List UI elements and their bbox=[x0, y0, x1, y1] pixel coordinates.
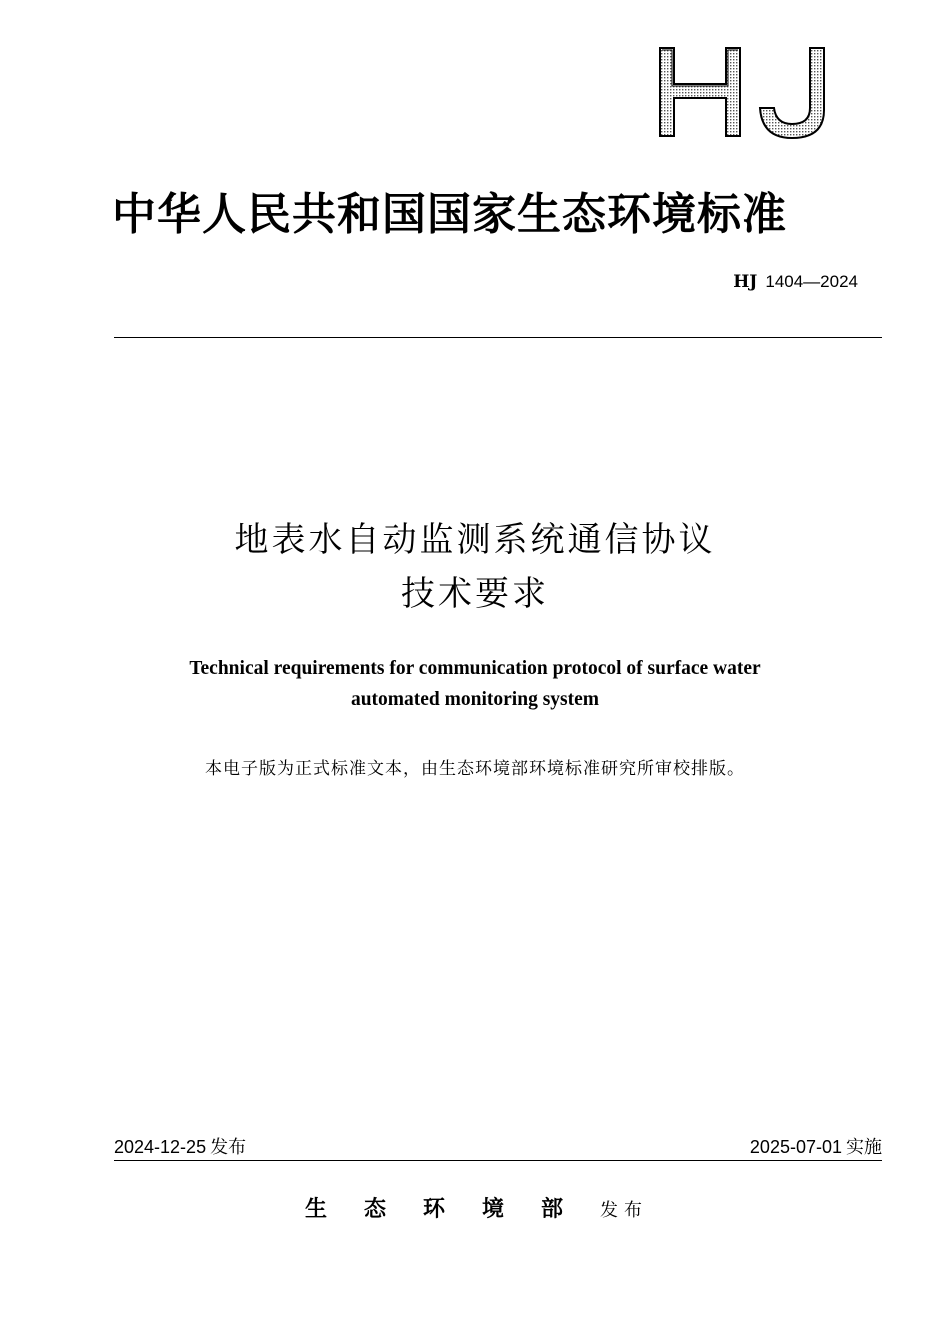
issue-date-value: 2024-12-25 bbox=[114, 1137, 207, 1157]
standard-number-value: 1404—2024 bbox=[765, 272, 858, 291]
effective-date-label: 实施 bbox=[846, 1137, 882, 1158]
hj-logo bbox=[652, 44, 832, 140]
title-cn-line2: 技术要求 bbox=[401, 574, 549, 614]
issue-date bbox=[114, 1133, 246, 1159]
issuer bbox=[305, 1192, 648, 1223]
title-en-line1: Technical requirements for communication protocol of surface water bbox=[189, 658, 761, 679]
title-en-line2: automated monitoring system bbox=[350, 689, 600, 710]
issuer-suffix: 发布 bbox=[600, 1200, 649, 1221]
effective-date bbox=[750, 1133, 882, 1159]
electronic-version-note: 本电子版为正式标准文本，由生态环境部环境标准研究所审校排版。 bbox=[205, 759, 745, 779]
effective-date-value: 2025-07-01 bbox=[749, 1137, 842, 1157]
bottom-divider bbox=[114, 1160, 882, 1161]
standard-number-prefix: HJ bbox=[733, 272, 758, 292]
issuer-org: 生态环境部 bbox=[305, 1196, 601, 1222]
title-cn-line1: 地表水自动监测系统通信协议 bbox=[234, 520, 716, 560]
top-divider bbox=[114, 337, 882, 338]
standard-number bbox=[733, 272, 858, 292]
issue-date-label: 发布 bbox=[210, 1137, 247, 1158]
standard-type-title: 中华人民共和国国家生态环境标准 bbox=[112, 189, 787, 240]
